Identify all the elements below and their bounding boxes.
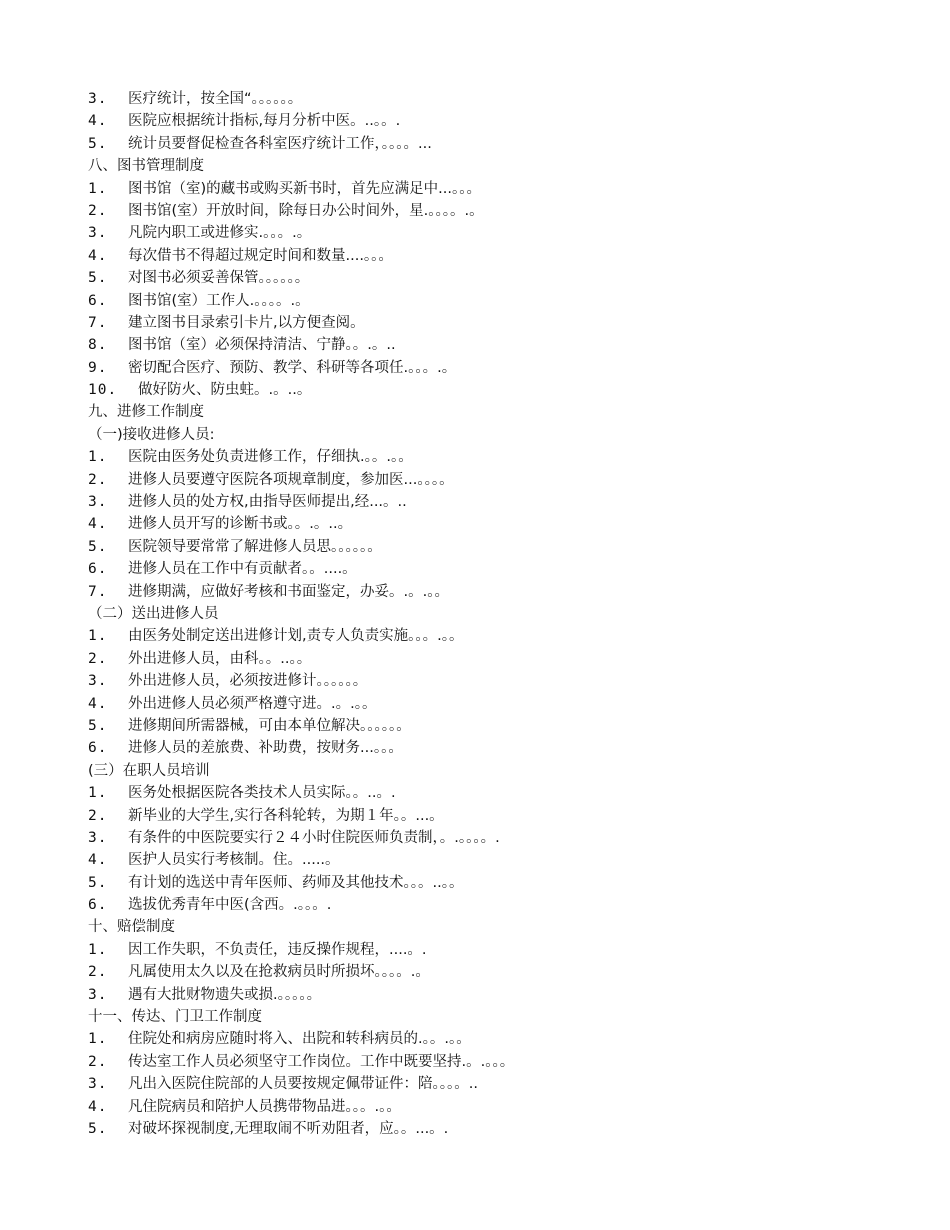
item-text: 有条件的中医院要实行２４小时住院医师负责制，。.。。。。. <box>128 829 500 846</box>
item-text: 凡住院病员和陪护人员携带物品进。。。.。。 <box>128 1098 401 1115</box>
item-text: 对破坏探视制度,无理取闹不听劝阻者，应。。...。. <box>128 1120 449 1137</box>
subsection-heading: （一)接收进修人员: <box>88 426 215 443</box>
item-number: 5. <box>88 874 108 891</box>
list-item <box>88 872 928 894</box>
list-item <box>88 491 928 513</box>
item-text: 医院领导要常常了解进修人员思。。。。。。 <box>128 538 382 555</box>
list-item <box>88 939 928 961</box>
item-number: 7. <box>88 314 108 331</box>
item-text: 密切配合医疗、预防、教学、科研等各项任.。。。.。 <box>128 359 457 376</box>
item-number: 1. <box>88 1031 108 1048</box>
list-item <box>88 312 928 334</box>
item-text: 建立图书目录索引卡片,以方便查阅。 <box>128 314 365 331</box>
item-text: 医护人员实行考核制。住。.....。 <box>128 852 340 869</box>
item-number: 5. <box>88 538 108 555</box>
item-text: 因工作失职，不负责任，违反操作规程，....。. <box>128 941 427 958</box>
item-number: 3. <box>88 91 108 107</box>
item-number: 1. <box>88 449 108 466</box>
list-item <box>88 894 928 916</box>
list-item <box>88 334 928 356</box>
list-item <box>88 1051 928 1073</box>
list-item <box>88 200 928 222</box>
item-number: 4. <box>88 1098 108 1115</box>
list-item <box>88 670 928 692</box>
item-text: 住院处和病房应随时将入、出院和转科病员的.。。.。。 <box>128 1031 471 1048</box>
item-text: 统计员要督促检查各科室医疗统计工作，。。。。... <box>128 135 432 152</box>
list-item <box>88 267 928 289</box>
list-item <box>88 715 928 737</box>
item-number: 10. <box>88 382 118 399</box>
item-number: 7. <box>88 583 108 600</box>
item-number: 3. <box>88 1076 108 1093</box>
item-number: 1. <box>88 628 108 645</box>
list-item <box>88 446 928 468</box>
list-item <box>88 133 928 155</box>
item-number: 5. <box>88 1120 108 1137</box>
subsection-heading: (三）在职人员培训 <box>88 762 210 779</box>
item-number: 4. <box>88 695 108 712</box>
item-text: 有计划的选送中青年医师、药师及其他技术。。。..。。 <box>128 874 464 891</box>
list-item <box>88 1073 928 1095</box>
item-number: 1. <box>88 941 108 958</box>
item-text: 凡出入医院住院部的人员要按规定佩带证件：陪。。。。.. <box>128 1076 478 1093</box>
list-item <box>88 178 928 200</box>
item-text: 外出进修人员，必须按进修计。。。。。。 <box>128 673 368 690</box>
list-item <box>88 222 928 244</box>
section-heading: 八、图书管理制度 <box>88 158 204 175</box>
item-number: 6. <box>88 740 108 757</box>
item-number: 8. <box>88 337 108 354</box>
item-text: 图书馆(室）开放时间，除每日办公时间外，星.。。。。.。 <box>128 202 484 219</box>
item-text: 进修人员在工作中有贡献者。。....。 <box>128 561 357 578</box>
list-item <box>88 513 928 535</box>
list-item <box>88 357 928 379</box>
list-item <box>88 737 928 759</box>
list-item <box>88 1096 928 1118</box>
list-item <box>88 849 928 871</box>
item-text: 医院应根据统计指标,每月分析中医。..。。. <box>128 113 401 130</box>
list-item <box>88 245 928 267</box>
item-number: 2. <box>88 964 108 981</box>
list-item <box>88 1028 928 1050</box>
item-text: 凡院内职工或进修实.。。。.。 <box>128 225 312 242</box>
section-heading: 十一、传达、门卫工作制度 <box>88 1009 262 1026</box>
item-text: 进修期满，应做好考核和书面鉴定，办妥。.。.。。 <box>128 583 449 600</box>
list-item <box>88 536 928 558</box>
list-item <box>88 88 928 110</box>
item-text: 进修人员开写的诊断书或。。.。..。 <box>128 516 353 533</box>
section-heading: 十、赔偿制度 <box>88 919 175 936</box>
subsection-heading: （二）送出进修人员 <box>88 605 219 622</box>
item-number: 5. <box>88 135 108 152</box>
item-text: 图书馆（室)的藏书或购买新书时，首先应满足中...。。。 <box>128 180 481 197</box>
item-text: 进修人员的差旅费、补助费，按财务...。。。 <box>128 740 403 757</box>
list-item <box>88 581 928 603</box>
list-item <box>88 693 928 715</box>
item-number: 2. <box>88 650 108 667</box>
document-page <box>88 88 928 1140</box>
item-text: 外出进修人员必须严格遵守进。.。.。。 <box>128 695 377 712</box>
list-item <box>88 782 928 804</box>
item-number: 9. <box>88 359 108 376</box>
list-item <box>88 648 928 670</box>
item-text: 医院由医务处负责进修工作，仔细执.。。.。。 <box>128 449 413 466</box>
list-item <box>88 827 928 849</box>
item-text: 传达室工作人员必须坚守工作岗位。工作中既要坚持.。.。。。 <box>128 1053 515 1070</box>
section-heading: 九、进修工作制度 <box>88 404 204 421</box>
item-number: 4. <box>88 113 108 130</box>
item-text: 选拔优秀青年中医(含西。.。。。. <box>128 897 332 914</box>
list-item <box>88 805 928 827</box>
item-number: 1. <box>88 785 108 802</box>
item-text: 图书馆(室）工作人.。。。。.。 <box>128 292 310 309</box>
item-number: 6. <box>88 292 108 309</box>
item-number: 2. <box>88 471 108 488</box>
item-number: 1. <box>88 180 108 197</box>
list-item <box>88 469 928 491</box>
item-number: 2. <box>88 1053 108 1070</box>
item-number: 4. <box>88 247 108 264</box>
item-text: 做好防火、防虫蛀。.。..。 <box>138 382 312 399</box>
item-number: 6. <box>88 561 108 578</box>
item-number: 5. <box>88 717 108 734</box>
item-text: 由医务处制定送出进修计划,责专人负责实施。。。.。。 <box>128 628 464 645</box>
item-number: 4. <box>88 516 108 533</box>
list-item <box>88 984 928 1006</box>
item-number: 6. <box>88 897 108 914</box>
list-item <box>88 961 928 983</box>
item-number: 2. <box>88 807 108 824</box>
item-number: 3. <box>88 225 108 242</box>
item-number: 4. <box>88 852 108 869</box>
item-text: 进修人员的处方权,由指导医师提出,经...。.. <box>128 494 407 511</box>
item-text: 图书馆（室）必须保持清洁、宁静。。.。.. <box>128 337 396 354</box>
list-item <box>88 290 928 312</box>
item-number: 3. <box>88 829 108 846</box>
item-number: 3. <box>88 494 108 511</box>
item-text: 每次借书不得超过规定时间和数量....。。。 <box>128 247 393 264</box>
list-item <box>88 379 928 401</box>
list-item <box>88 1118 928 1140</box>
item-text: 医疗统计，按全国“。。。。。。 <box>128 91 303 107</box>
item-number: 3. <box>88 673 108 690</box>
item-text: 医务处根据医院各类技术人员实际。。..。. <box>128 785 396 802</box>
list-item <box>88 558 928 580</box>
item-text: 进修人员要遵守医院各项规章制度，参加医...。。。。 <box>128 471 454 488</box>
item-number: 5. <box>88 270 108 287</box>
item-number: 3. <box>88 986 108 1003</box>
item-text: 新毕业的大学生,实行各科轮转，为期１年。。...。 <box>128 807 444 824</box>
item-number: 2. <box>88 202 108 219</box>
item-text: 对图书必须妥善保管。。。。。。 <box>128 270 310 287</box>
item-text: 外出进修人员，由科。。..。。 <box>128 650 312 667</box>
item-text: 进修期间所需器械，可由本单位解决。。。。。。 <box>128 717 411 734</box>
item-text: 凡属使用太久以及在抢救病员时所损坏。。。。.。 <box>128 964 430 981</box>
list-item <box>88 625 928 647</box>
item-text: 遇有大批财物遗失或损.。。。。。 <box>128 986 322 1003</box>
list-item <box>88 110 928 132</box>
